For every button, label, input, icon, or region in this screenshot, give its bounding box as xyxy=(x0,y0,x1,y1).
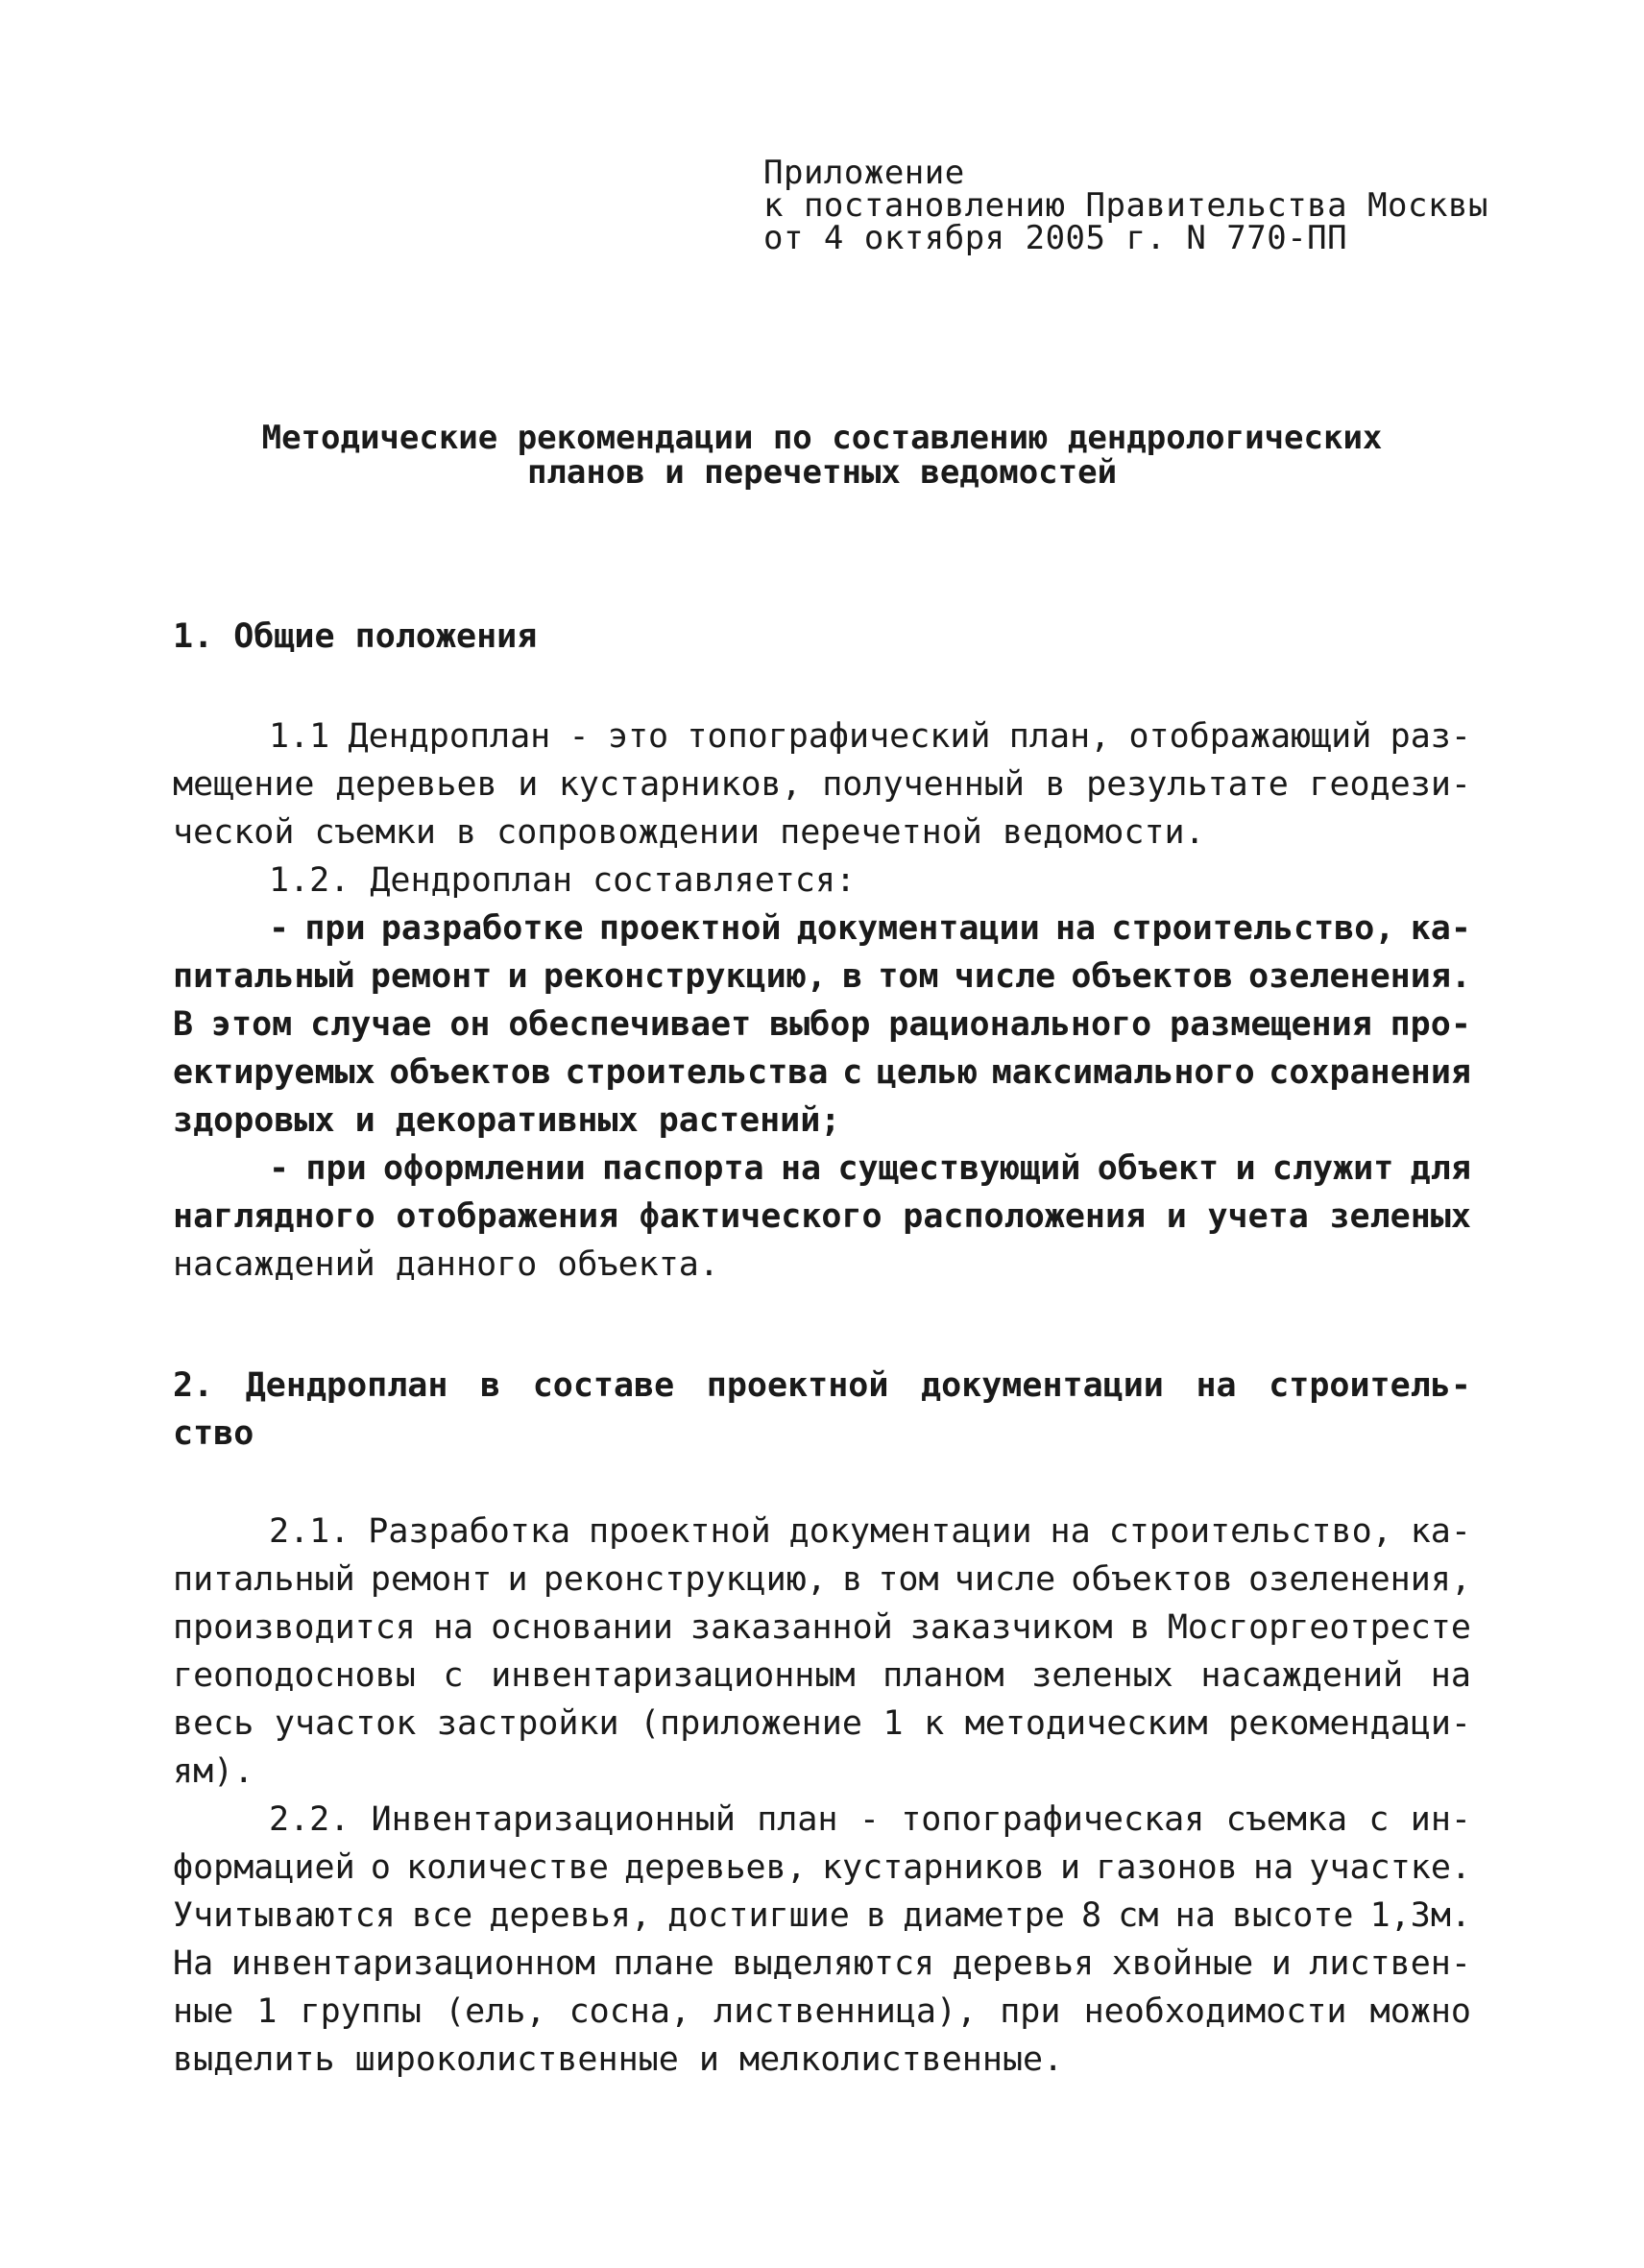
word: строительство, xyxy=(1108,1512,1392,1551)
word: Дендроплан xyxy=(245,1366,448,1405)
word: и xyxy=(1235,1149,1256,1188)
word: в xyxy=(866,1896,887,1935)
word: в xyxy=(842,957,863,996)
word: результате xyxy=(1086,765,1289,804)
word: оформлении xyxy=(382,1149,586,1188)
word: все xyxy=(411,1896,473,1935)
word: (приложение xyxy=(640,1704,862,1743)
word: максимального xyxy=(991,1053,1255,1092)
word: и xyxy=(1166,1197,1187,1236)
word: на xyxy=(1253,1848,1294,1887)
word: о xyxy=(370,1848,391,1887)
paragraph-line: ям). xyxy=(173,1752,254,1791)
word: реконструкцию, xyxy=(543,957,827,996)
word: строитель- xyxy=(1269,1366,1471,1405)
word: формацией xyxy=(173,1848,355,1887)
word: при xyxy=(304,909,366,948)
word: сосна, xyxy=(568,1992,691,2031)
word: объектов xyxy=(1071,1560,1233,1599)
word: насаждений xyxy=(1200,1656,1404,1695)
word: паспорта xyxy=(602,1149,764,1188)
word: план xyxy=(757,1800,838,1839)
word: том xyxy=(878,1560,939,1599)
word: сохранения xyxy=(1269,1053,1471,1092)
word: разработке xyxy=(380,909,584,948)
word: - xyxy=(568,717,590,756)
word: том xyxy=(878,957,939,996)
word: с xyxy=(842,1053,863,1092)
word: весь xyxy=(173,1704,254,1743)
word: 2. xyxy=(173,1366,214,1405)
word: хвойные xyxy=(1111,1944,1254,1983)
word: можно xyxy=(1369,1992,1471,2031)
word: инвентаризационном xyxy=(230,1944,595,1983)
word: заказчиком xyxy=(909,1608,1113,1647)
word: объектов xyxy=(389,1053,551,1092)
word: - xyxy=(858,1800,880,1839)
word: на xyxy=(1430,1656,1471,1695)
paragraph-line xyxy=(173,1988,1471,2036)
word: целью xyxy=(876,1053,979,1092)
word: деревьев xyxy=(335,765,497,804)
word: ремонт xyxy=(370,957,493,996)
word: В xyxy=(173,1005,194,1044)
word: кустарников, xyxy=(558,765,802,804)
word: строительство, xyxy=(1111,909,1395,948)
word: - xyxy=(269,909,290,948)
word: в xyxy=(480,1366,501,1405)
section-2-heading-line-2: ство xyxy=(173,1414,254,1453)
word: диаметре xyxy=(903,1896,1065,1935)
annex-line-1: Приложение xyxy=(763,154,965,192)
word: и xyxy=(518,765,539,804)
section-2-body xyxy=(173,1508,1471,2084)
paragraph-line xyxy=(173,1193,1471,1241)
word: план, xyxy=(1008,717,1111,756)
word: производится xyxy=(173,1608,416,1647)
word: плане xyxy=(613,1944,714,1983)
word: достигшие xyxy=(667,1896,850,1935)
word: деревья, xyxy=(489,1896,651,1935)
word: кустарников xyxy=(821,1848,1045,1887)
paragraph-line xyxy=(173,1001,1471,1049)
word: документации xyxy=(796,909,1040,948)
word: 1.1 xyxy=(269,717,330,756)
word: топографический xyxy=(687,717,991,756)
word: количестве xyxy=(406,1848,609,1887)
paragraph-line: ческой съемки в сопровождении перечетной ведомости. xyxy=(173,813,1205,852)
word: ные xyxy=(173,1992,234,2031)
word: объект xyxy=(1097,1149,1220,1188)
word: это xyxy=(607,717,669,756)
word: размещения xyxy=(1170,1005,1372,1044)
paragraph-line: 1.2. Дендроплан составляется: xyxy=(269,861,857,900)
word: - xyxy=(269,1149,290,1188)
word: Мосгоргеотресте xyxy=(1167,1608,1471,1647)
word: 1 xyxy=(256,1992,278,2031)
word: лиственница), xyxy=(713,1992,978,2031)
paragraph-line: насаждений данного объекта. xyxy=(173,1245,719,1284)
word: служит xyxy=(1271,1149,1394,1188)
word: на xyxy=(1054,909,1097,948)
word: топографическая xyxy=(901,1800,1205,1839)
word: (ель, xyxy=(445,1992,546,2031)
paragraph-line xyxy=(173,905,1471,953)
word: геоподосновы xyxy=(173,1656,416,1695)
word: случае xyxy=(310,1005,432,1044)
word: методическим xyxy=(964,1704,1208,1743)
word: проектной xyxy=(598,909,782,948)
word: ка- xyxy=(1410,909,1471,948)
word: 1,3м. xyxy=(1369,1896,1471,1935)
word: ин- xyxy=(1410,1800,1471,1839)
word: строительства xyxy=(565,1053,829,1092)
word: съемка xyxy=(1225,1800,1348,1839)
word: основании xyxy=(491,1608,673,1647)
word: озеленения, xyxy=(1248,1560,1471,1599)
word: составе xyxy=(532,1366,675,1405)
paragraph-line xyxy=(173,1049,1471,1097)
word: ка- xyxy=(1410,1512,1471,1551)
word: см xyxy=(1118,1896,1159,1935)
word: 8 xyxy=(1081,1896,1102,1935)
word: 2.2. xyxy=(269,1800,351,1839)
paragraph-line xyxy=(173,1892,1471,1940)
word: выбор xyxy=(769,1005,871,1044)
word: реконструкцию, xyxy=(543,1560,827,1599)
paragraph-line xyxy=(173,1796,1471,1844)
section-1-body xyxy=(173,712,1471,1289)
section-2-heading xyxy=(173,1362,1471,1458)
word: участке. xyxy=(1309,1848,1471,1887)
word: рекомендаци- xyxy=(1228,1704,1471,1743)
word: отображения xyxy=(396,1197,619,1236)
paragraph-line xyxy=(173,1508,1471,1556)
word: документации xyxy=(788,1512,1032,1551)
word: необходимости xyxy=(1083,1992,1347,2031)
word: и xyxy=(507,957,528,996)
word: к xyxy=(924,1704,945,1743)
document-title xyxy=(173,421,1471,490)
word: геодези- xyxy=(1309,765,1471,804)
paragraph-line xyxy=(173,1556,1471,1604)
word: в xyxy=(1129,1608,1150,1647)
paragraph-line xyxy=(173,1700,1471,1748)
word: в xyxy=(842,1560,863,1599)
word: про- xyxy=(1390,1005,1471,1044)
word: полученный xyxy=(822,765,1025,804)
word: ектируемых xyxy=(173,1053,375,1092)
word: зеленых xyxy=(1329,1197,1471,1236)
word: фактического xyxy=(639,1197,882,1236)
word: планом xyxy=(882,1656,1004,1695)
word: с xyxy=(443,1656,464,1695)
word: инвентаризационным xyxy=(491,1656,856,1695)
document-title-line-2: планов и перечетных ведомостей xyxy=(526,453,1118,492)
word: проектной xyxy=(706,1366,889,1405)
word: газонов xyxy=(1096,1848,1238,1887)
word: он xyxy=(449,1005,491,1044)
annex-header xyxy=(763,154,1488,257)
word: На xyxy=(173,1944,214,1983)
word: с xyxy=(1368,1800,1390,1839)
annex-line-2: к постановлению Правительства Москвы xyxy=(763,186,1488,225)
document-title-line-1: Методические рекомендации по составлению дендрологических xyxy=(261,419,1383,457)
word: рационального xyxy=(888,1005,1152,1044)
word: расположения xyxy=(903,1197,1147,1236)
paragraph-line xyxy=(173,712,1471,760)
word: существующий xyxy=(837,1149,1081,1188)
word: при xyxy=(1000,1992,1061,2031)
word: и xyxy=(1060,1848,1081,1887)
word: озеленения. xyxy=(1248,957,1471,996)
paragraph-line xyxy=(173,1940,1471,1988)
paragraph-line: выделить широколиственные и мелколиственные. xyxy=(173,2040,1064,2079)
word: 2.1. xyxy=(269,1512,351,1551)
word: числе xyxy=(954,957,1056,996)
word: и xyxy=(507,1560,528,1599)
word: и xyxy=(1270,1944,1292,1983)
word: наглядного xyxy=(173,1197,375,1236)
word: при xyxy=(305,1149,367,1188)
word: на xyxy=(1174,1896,1216,1935)
word: деревья xyxy=(952,1944,1095,1983)
word: проектной xyxy=(589,1512,771,1551)
word: группы xyxy=(300,1992,422,2031)
word: обеспечивает xyxy=(508,1005,752,1044)
word: на xyxy=(1196,1366,1237,1405)
word: заказанной xyxy=(690,1608,893,1647)
word: в xyxy=(1045,765,1066,804)
word: ремонт xyxy=(370,1560,493,1599)
word: на xyxy=(432,1608,474,1647)
word: числе xyxy=(954,1560,1056,1599)
word: деревьев, xyxy=(624,1848,807,1887)
word: участок xyxy=(274,1704,417,1743)
paragraph-line xyxy=(173,1652,1471,1700)
paragraph-line xyxy=(173,1844,1471,1892)
word: зеленых xyxy=(1031,1656,1173,1695)
word: на xyxy=(1050,1512,1091,1551)
annex-line-3: от 4 октября 2005 г. N 770-ПП xyxy=(763,219,1348,257)
word: питальный xyxy=(173,1560,355,1599)
word: питальный xyxy=(173,957,355,996)
word: этом xyxy=(210,1005,293,1044)
word: высоте xyxy=(1231,1896,1354,1935)
paragraph-line: здоровых и декоративных растений; xyxy=(173,1101,841,1140)
word: учета xyxy=(1207,1197,1309,1236)
word: отображающий xyxy=(1128,717,1372,756)
section-1-heading: 1. Общие положения xyxy=(173,617,538,656)
word: застройки xyxy=(436,1704,619,1743)
word: выделяются xyxy=(732,1944,935,1983)
paragraph-line xyxy=(173,760,1471,808)
word: листвен- xyxy=(1309,1944,1471,1983)
word: объектов xyxy=(1071,957,1233,996)
word: Дендроплан xyxy=(348,717,551,756)
word: для xyxy=(1410,1149,1471,1188)
word: на xyxy=(780,1149,822,1188)
word: раз- xyxy=(1390,717,1471,756)
word: 1 xyxy=(882,1704,904,1743)
word: документации xyxy=(921,1366,1164,1405)
paragraph-line xyxy=(173,1604,1471,1652)
section-2-heading-line-1 xyxy=(173,1362,1471,1410)
paragraph-line xyxy=(173,953,1471,1001)
word: мещение xyxy=(173,765,315,804)
word: Разработка xyxy=(368,1512,571,1551)
paragraph-line xyxy=(173,1145,1471,1193)
word: Инвентаризационный xyxy=(371,1800,736,1839)
word: Учитываются xyxy=(173,1896,396,1935)
